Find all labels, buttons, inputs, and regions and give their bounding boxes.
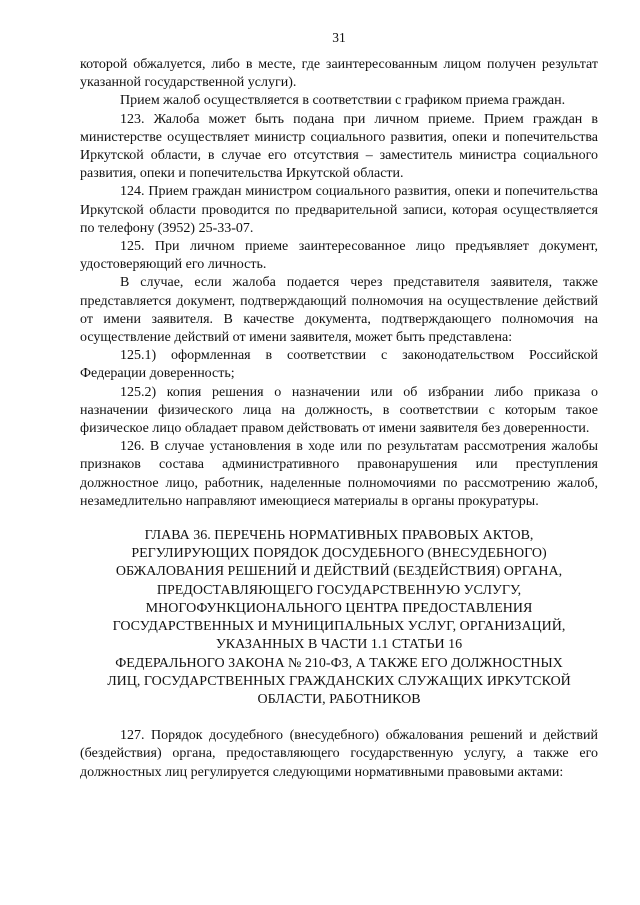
paragraph: 125.1) оформленная в соответствии с законодательством Российской Федерации доверенность; [80,348,598,382]
page-number: 31 [332,30,346,45]
chapter-heading-line: ПРЕДОСТАВЛЯЮЩЕГО ГОСУДАРСТВЕННУЮ УСЛУГУ, [156,582,522,598]
chapter-heading-line: ФЕДЕРАЛЬНОГО ЗАКОНА № 210-ФЗ, А ТАКЖЕ ЕГО ДОЛЖНОСТНЫХ [115,655,563,671]
paragraph: 127. Порядок досудебного (внесудебного) обжалования решений и действий (бездействия) органа, предоставляющего государственную услугу, а также его должностных лиц регулируется следующими нормативными правовыми актами: [80,728,598,780]
chapter-heading-line: РЕГУЛИРУЮЩИХ ПОРЯДОК ДОСУДЕБНОГО (ВНЕСУДЕБНОГО) [131,546,547,562]
paragraph: 125. При личном приеме заинтересованное лицо предъявляет документ, удостоверяющий его личность. [80,239,598,273]
paragraph: 126. В случае установления в ходе или по результатам рассмотрения жалобы признаков состава административного правонарушения или преступления должностное лицо, работник, наделенные полномочиями по рассмотрению жалоб, незамедлительно направляют имеющиеся материалы в органы прокуратуры. [80,439,598,509]
paragraph: которой обжалуется, либо в месте, где заинтересованным лицом получен результат указанной государственной услуги). [80,57,598,91]
chapter-heading-line: ОБЛАСТИ, РАБОТНИКОВ [257,691,421,707]
paragraph: 124. Прием граждан министром социального развития, опеки и попечительства Иркутской области проводится по предварительной записи, которая осуществляется по телефону (3952) 25-33-07. [80,184,598,236]
paragraph: 125.2) копия решения о назначении или об избрании либо приказа о назначении физического лица на должность, в соответствии с которым такое физическое лицо обладает правом действовать от имени заявителя без доверенности. [80,384,598,437]
chapter-heading [80,527,598,709]
chapter-heading-line: ОБЖАЛОВАНИЯ РЕШЕНИЙ И ДЕЙСТВИЙ (БЕЗДЕЙСТВИЯ) ОРГАНА, [115,564,563,580]
body-text-top [80,56,598,511]
chapter-heading-line: ГОСУДАРСТВЕННЫХ И МУНИЦИПАЛЬНЫХ УСЛУГ, ОРГАНИЗАЦИЙ, [112,619,566,635]
chapter-heading-line: УКАЗАННЫХ В ЧАСТИ 1.1 СТАТЬИ 16 [215,637,463,653]
chapter-heading-line: МНОГОФУНКЦИОНАЛЬНОГО ЦЕНТРА ПРЕДОСТАВЛЕНИЯ [145,600,533,616]
chapter-heading-line: ГЛАВА 36. ПЕРЕЧЕНЬ НОРМАТИВНЫХ ПРАВОВЫХ АКТОВ, [144,528,534,544]
paragraph: Прием жалоб осуществляется в соответствии с графиком приема граждан. [120,93,566,109]
paragraph: В случае, если жалоба подается через представителя заявителя, также представляется документ, подтверждающий полномочия на осуществление действий от имени заявителя. В качестве документа, подтверждающего полномочия на осуществление действий от имени заявителя, может быть представлена: [80,275,598,346]
chapter-heading-line: ЛИЦ, ГОСУДАРСТВЕННЫХ ГРАЖДАНСКИХ СЛУЖАЩИХ ИРКУТСКОЙ [107,673,571,689]
body-text-bottom [80,727,598,782]
paragraph: 123. Жалоба может быть подана при личном приеме. Прием граждан в министерстве осуществляет министр социального развития, опеки и попечительства Иркутской области, в случае его отсутствия – заместитель министра социального развития, опеки и попечительства Иркутской области. [80,111,598,182]
